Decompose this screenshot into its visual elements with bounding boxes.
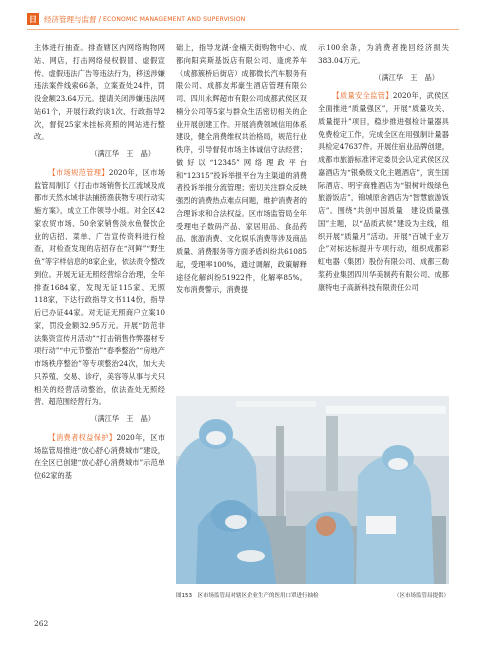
paragraph-continued: 示100余条，为消费者挽回经济损失383.04万元。 <box>318 43 449 65</box>
paragraph-text: 2020年，区市场监管局推进“放心舒心消费城市”建设，在全区已创建“放心舒心消费城市”示范单位62家的基 <box>34 432 165 480</box>
paragraph-continued: 础上，指导龙湖·金楠天街购物中心、成都向阳宾斯基饭店有限公司、逢虎养车（成都簇桥后街店）成都微长汽车服务有限公司、成都友邦豪生酒店管理有限公司、四川永辉超市有限公司成都武侯区双楠分公司等5家与群众生活密切相关的企业开展创建工作。开展消费领域信用体系建设，健全消费维权共治格局，规范行业秩序，引导督促市场主体诚信守法经营；做好以“12345”网络理政平台和“12315”投诉举报平台为主渠道的消费者投诉举报分流管理；密切关注群众反映强烈的消费热点难点问题，维护消费者的合理诉求和合法权益。区市场监管局全年受理电子数码产品、家居用品、食品药品、旅游消费、文化娱乐消费等涉及商品质量、消费服务等方面矛盾纠纷共61085起，受理率100%，通过调解，政策解释途径化解纠纷51922件，化解率85%。发布消费警示，消费提 <box>176 43 307 295</box>
author-signature: （满江华 王 晶） <box>90 149 155 158</box>
topic-tag-consumer-rights: 【消费者权益保护】 <box>48 432 117 442</box>
author-signature: （满江华 王 晶） <box>374 72 439 82</box>
author-signature: （满江华 王 晶） <box>90 414 155 423</box>
mask-inspection-photo <box>176 396 449 584</box>
section-title-en: ECONOMIC MANAGEMENT AND SUPERVISION <box>103 15 246 23</box>
caption-label: 图153 区市场监管局对辖区企业生产的医用口罩进行抽检 <box>176 593 319 599</box>
text-column-1 <box>34 42 165 483</box>
paragraph-quality-safety <box>318 90 449 294</box>
section-title-cn: 经济管理与监督 <box>44 14 97 24</box>
paragraph-continued: 主体进行抽查。排查辖区内网络购物网站、网店，打击网络侵权假冒、虚假宣传、虚假违法广告等违法行为，移送涉嫌违法案件线索66条，立案查处24件，罚没金额23.64万元。提请关闭涉嫌违法网站61个，开展行政约谈1次、行政指导2次，督促25家未挂标亮照的网站进行整改。 <box>34 43 165 142</box>
topic-tag-quality-safety: 【质量安全监管】 <box>332 91 393 101</box>
section-separator: / <box>98 14 102 24</box>
section-logo-icon: 日 <box>29 14 37 24</box>
paragraph-text: 2020年，区市场监管局制订《打击市场销售长江流域及成都市天然水域非法捕捞渔获物专项行动实施方案》，成立工作领导小组。对全区42家农贸市场、50余家销售淡水鱼餐饮企业的店招、菜单、广告宣传资料进行检查，对检查发现的店招存在“河鲜”“野生鱼”等字样信息的8家企业，依法责令整改到位。开展无证无照经营综合治理，全年排查1684家，发现无证115家、无照118家，下达行政指导文书114份，指导后已办证44家。对无证无照商户立案10家，罚没金额32.95万元。开展“防范非法集资宣传月活动”“打击销售作弊器材专项行动”“中元节整治”“春季整治”“房地产市场秩序整治”等专项整治24次，加大夫只养殖、交易、诊疗，美容等从事与犬只相关的经营活动整治，依法查处无照经营、超范围经营行为。 <box>34 167 165 407</box>
text-column-3 <box>318 42 449 294</box>
photo-illustration <box>176 396 449 584</box>
header-divider <box>27 29 459 30</box>
paragraph-consumer-rights <box>34 432 165 483</box>
text-column-2 <box>176 42 307 297</box>
topic-tag-market-regulation: 【市场规范管理】 <box>48 167 109 177</box>
paragraph-market-regulation <box>34 167 165 409</box>
section-header <box>27 10 245 28</box>
page-number: 262 <box>34 619 49 628</box>
paragraph-text: 2020年，武侯区全面推进“质量强区”，开展“质量攻关、质量提升”项目，稳步推进强检计量器具免费检定工作，完成全区在用强制计量器具检定47637件。开展住宿业品牌创建，成都市旅游标准评定委员会认定武侯区汉嘉酒店为“银桑级文化主题酒店”，寅生国际酒店、明宇商雅酒店为“银树叶级绿色旅游饭店”，锦城原舍酒店为“智慧旅游饭店”。围绕“共创中国质量 建设质量强国”主题，以“品质武侯”建设为主线，组织开展“质量月”活动。开展“百城千业万企”对标达标提升专项行动，组织成都彩虹电器（集团）股份有限公司、成都三勒浆药业集团四川华美制药有限公司、成都康特电子高新科技有限责任公司 <box>318 91 449 292</box>
caption-credit: （区市场监管局提供） <box>393 593 449 599</box>
photo-caption <box>176 591 449 601</box>
